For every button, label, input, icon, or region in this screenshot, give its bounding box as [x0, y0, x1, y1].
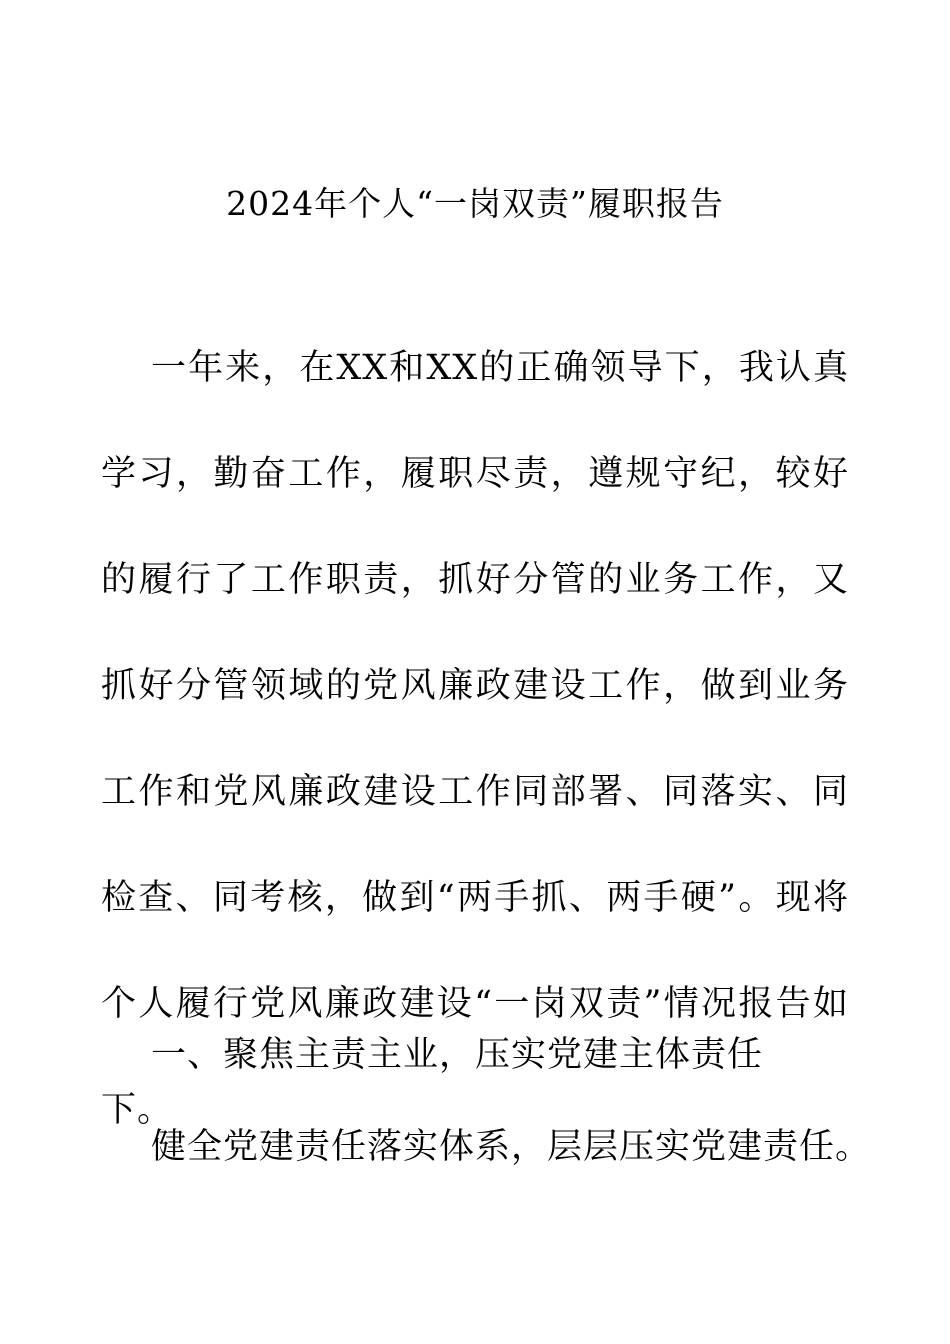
document-title: 2024年个人“一岗双责”履职报告 — [226, 184, 724, 223]
section-1-heading: 一、聚焦主责主业，压实党建主体责任 — [151, 1035, 764, 1075]
intro-paragraph: 一年来，在XX和XX的正确领导下，我认真学习，勤奋工作，履职尽责，遵规守纪，较好的履行了工作职责，抓好分管的业务工作，又抓好分管领域的党风廉政建设工作，做到业务工作和党风廉政建设工作同部署、同落实、同检查、同考核，做到“两手抓、两手硬”。现将个人履行党风廉政建设“一岗双责”情况报告如下。 — [101, 348, 849, 1130]
section-1-paragraph: 健全党建责任落实体系，层层压实党建责任。 — [151, 1127, 872, 1167]
